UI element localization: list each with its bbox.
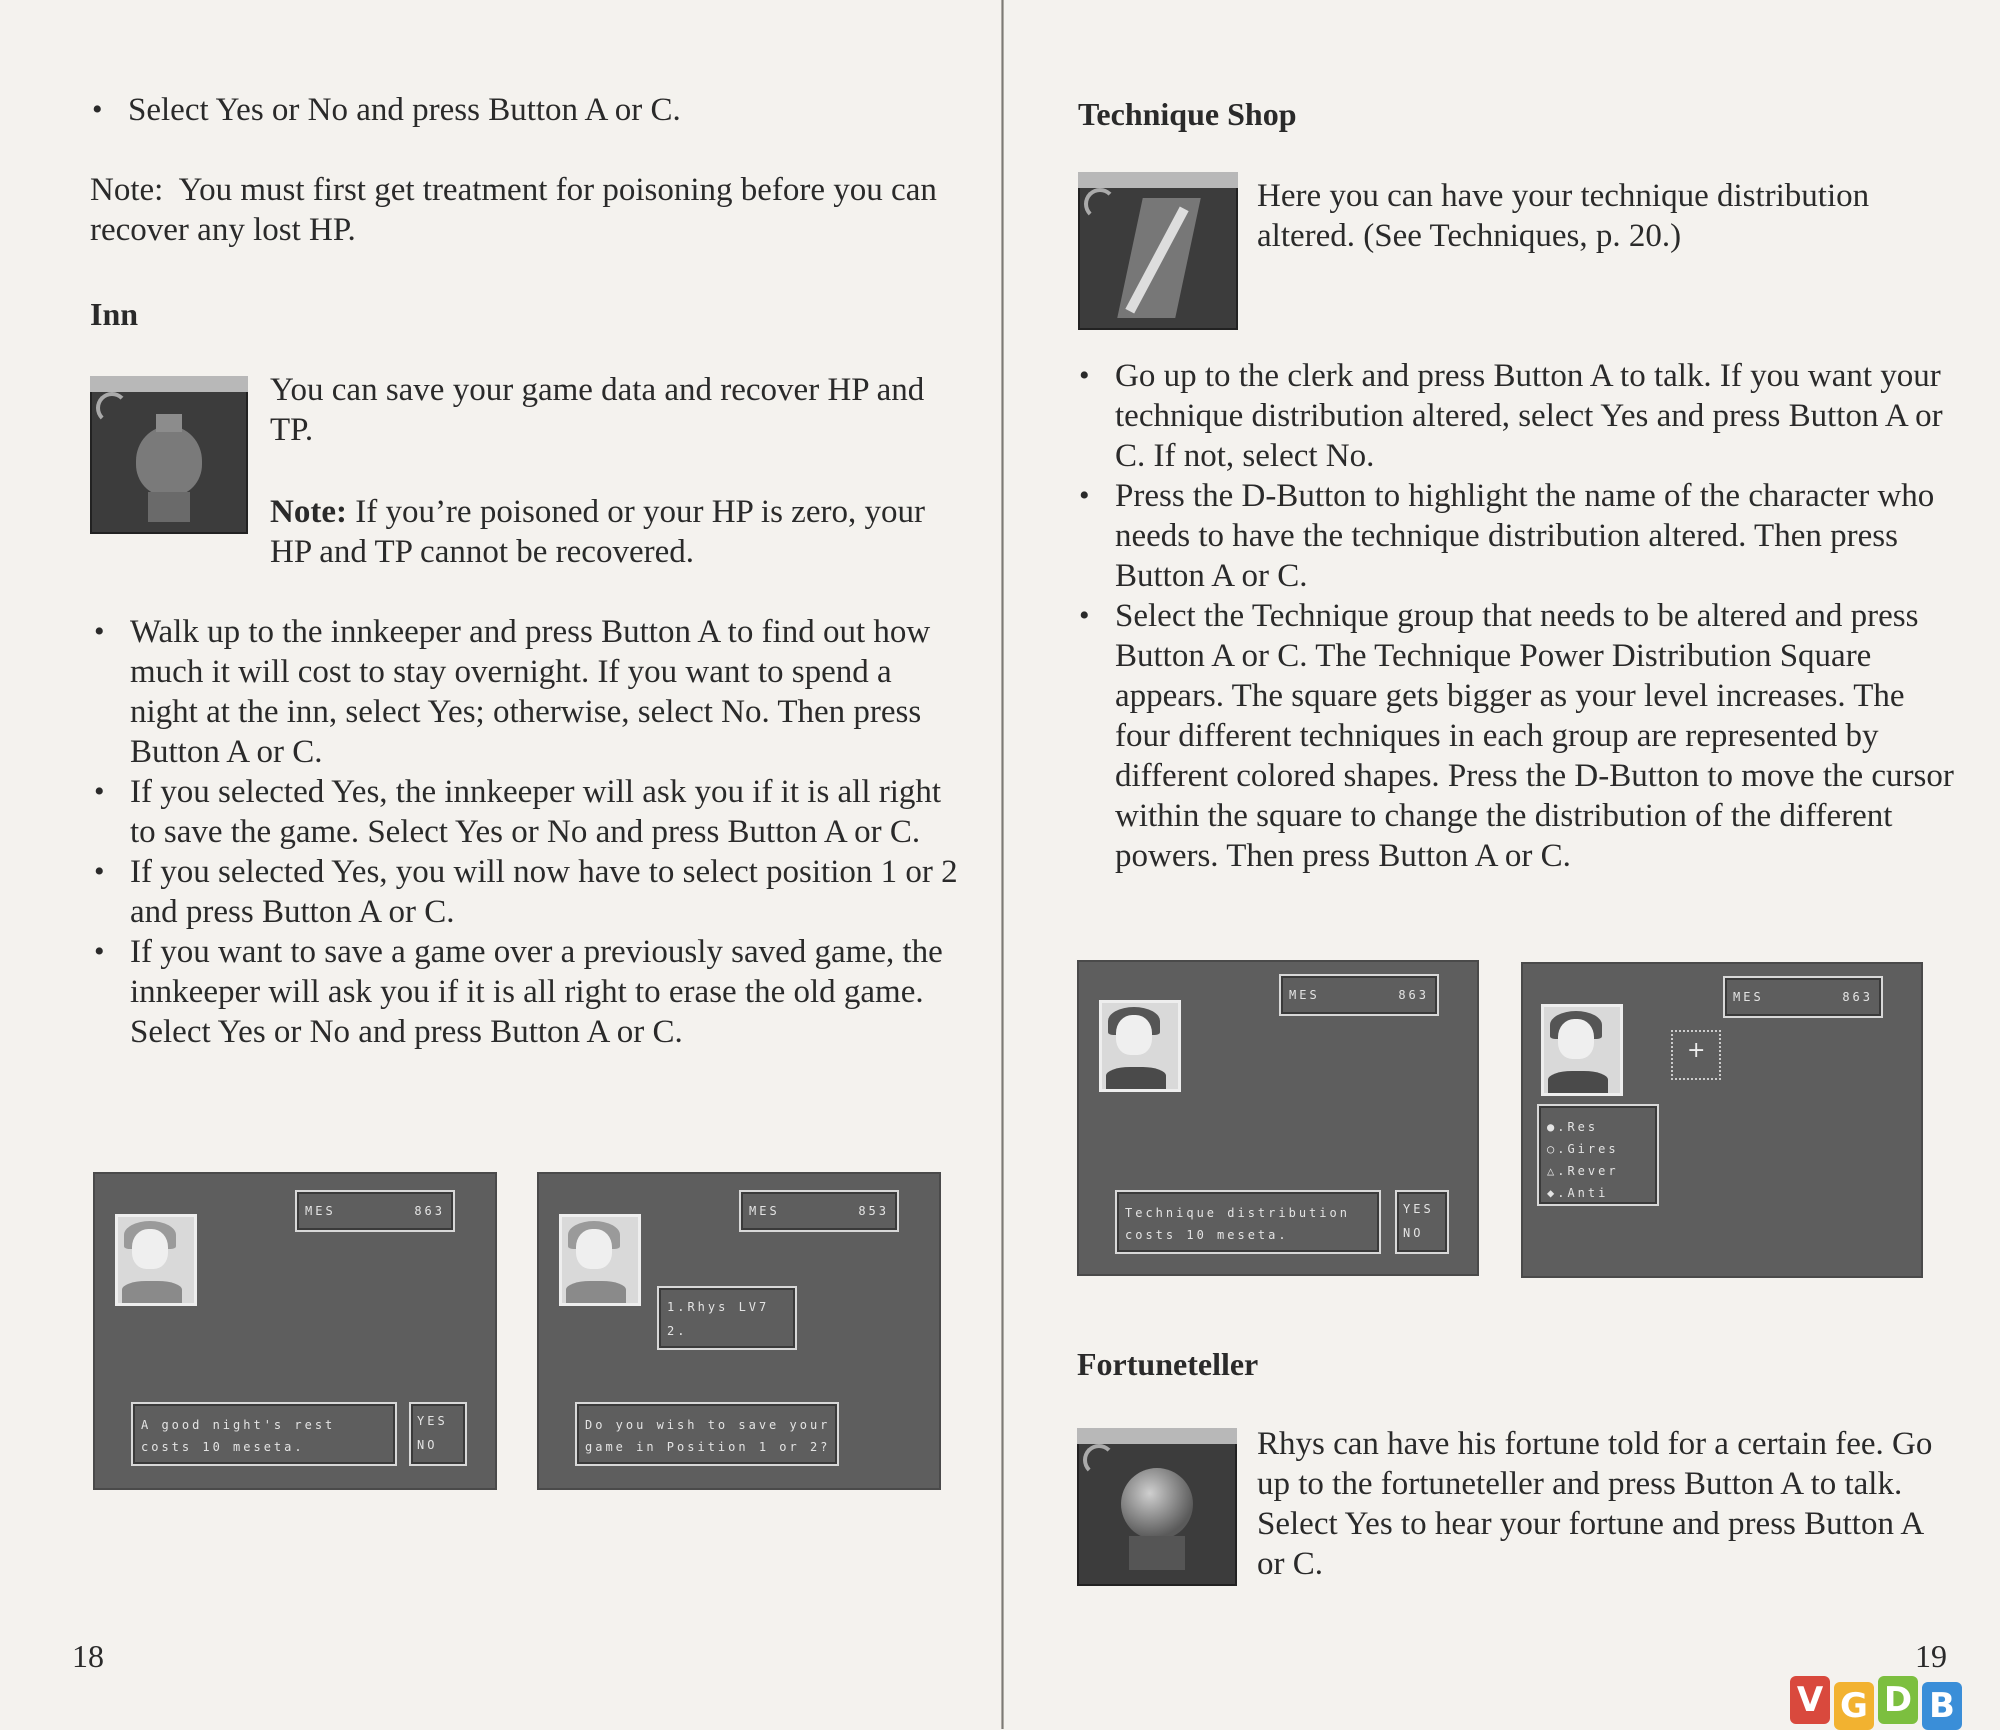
meseta-box: MES 863 bbox=[1279, 974, 1439, 1016]
list-item: • Press the D-Button to highlight the name of the character who needs to have the technique distribution altered. Then press Button A or C. bbox=[1075, 476, 1955, 596]
inn-bullet-list bbox=[90, 612, 960, 1052]
avatar bbox=[1541, 1004, 1623, 1096]
fortuneteller-heading: Fortuneteller bbox=[1077, 1346, 1259, 1382]
meseta-box: MES 863 bbox=[295, 1190, 455, 1232]
page-number: 18 bbox=[72, 1638, 104, 1674]
select-bullet-list bbox=[88, 90, 968, 130]
note-label: Note: bbox=[270, 494, 347, 530]
list-item: • Walk up to the innkeeper and press Button A to find out how much it will cost to stay overnight. If you want to spend a night at the inn, select Yes; otherwise, select No. Then press Button A or C. bbox=[90, 612, 960, 772]
list-item: • Go up to the clerk and press Button A to talk. If you want your technique distribution altered, select Yes and press Button A or C. If not, select No. bbox=[1075, 356, 1955, 476]
list-item: • If you selected Yes, you will now have to select position 1 or 2 and press Button A or C. bbox=[90, 852, 960, 932]
watermark-letter: B bbox=[1922, 1682, 1962, 1730]
technique-banner-icon bbox=[1078, 172, 1238, 330]
avatar bbox=[115, 1214, 197, 1306]
watermark-letter: D bbox=[1878, 1676, 1918, 1724]
technique-item: △.Rever bbox=[1547, 1164, 1619, 1178]
note-text: If you’re poisoned or your HP is zero, your HP and TP cannot be recovered. bbox=[270, 494, 925, 570]
avatar bbox=[559, 1214, 641, 1306]
poison-note: Note: You must first get treatment for poisoning before you can recover any lost HP. bbox=[90, 172, 937, 248]
technique-item: ◆.Anti bbox=[1547, 1186, 1609, 1200]
inn-screenshot-1 bbox=[93, 1172, 497, 1490]
inn-screenshot-2 bbox=[537, 1172, 941, 1490]
technique-screenshot-1 bbox=[1077, 960, 1479, 1276]
left-page bbox=[0, 0, 1000, 1729]
yes-no-box: YES NO bbox=[409, 1402, 467, 1466]
list-item: • Select Yes or No and press Button A or C. bbox=[88, 90, 968, 130]
meseta-box: MES 863 bbox=[1723, 976, 1883, 1018]
page-number: 19 bbox=[1915, 1638, 1947, 1674]
technique-item: ○.Gires bbox=[1547, 1142, 1619, 1156]
avatar bbox=[1099, 1000, 1181, 1092]
inn-description: You can save your game data and recover HP and TP. bbox=[270, 372, 925, 448]
technique-bullet-list bbox=[1075, 356, 1955, 876]
watermark-letter: G bbox=[1834, 1682, 1874, 1730]
crystal-ball-icon bbox=[1077, 1428, 1237, 1586]
meseta-box: MES 853 bbox=[739, 1190, 899, 1232]
inn-note bbox=[270, 492, 950, 572]
page-gutter bbox=[1001, 0, 1004, 1729]
inn-heading: Inn bbox=[90, 296, 139, 332]
yes-no-box: YES NO bbox=[1395, 1190, 1449, 1254]
technique-screenshot-2 bbox=[1521, 962, 1923, 1278]
right-page bbox=[1005, 0, 2000, 1729]
technique-shop-heading: Technique Shop bbox=[1078, 96, 1297, 132]
dialog-box: Do you wish to save your game in Position 1 or 2? bbox=[575, 1402, 839, 1466]
inn-vase-icon bbox=[90, 376, 248, 534]
technique-shop-description: Here you can have your technique distribution altered. (See Techniques, p. 20.) bbox=[1257, 178, 1870, 254]
list-item: • If you want to save a game over a previously saved game, the innkeeper will ask you if it is all right to erase the old game. Select Yes or No and press Button A or C. bbox=[90, 932, 960, 1052]
list-item: • Select the Technique group that needs to be altered and press Button A or C. The Technique Power Distribution Square appears. The square gets bigger as your level increases. The four different techniques in each group are represented by different colored shapes. Press the D-Button to move the cursor within the square to change the distribution of the different powers. Then press Button A or C. bbox=[1075, 596, 1955, 876]
crosshair-cursor-icon: + bbox=[1687, 1038, 1706, 1063]
dialog-box: A good night's rest costs 10 meseta. bbox=[131, 1402, 397, 1466]
fortuneteller-description: Rhys can have his fortune told for a certain fee. Go up to the fortuneteller and press Button A to talk. Select Yes to hear your fortune and press Button A or C. bbox=[1257, 1426, 1933, 1582]
save-slot-menu: 1.Rhys LV7 2. bbox=[657, 1286, 797, 1350]
vgdb-watermark-logo bbox=[1790, 1676, 1962, 1730]
watermark-letter: V bbox=[1790, 1676, 1830, 1724]
dialog-box: Technique distribution costs 10 meseta. bbox=[1115, 1190, 1381, 1254]
technique-item: ●.Res bbox=[1547, 1120, 1599, 1134]
technique-list-box bbox=[1537, 1104, 1659, 1206]
distribution-square bbox=[1671, 1030, 1721, 1080]
list-item: • If you selected Yes, the innkeeper will ask you if it is all right to save the game. Select Yes or No and press Button A or C. bbox=[90, 772, 960, 852]
